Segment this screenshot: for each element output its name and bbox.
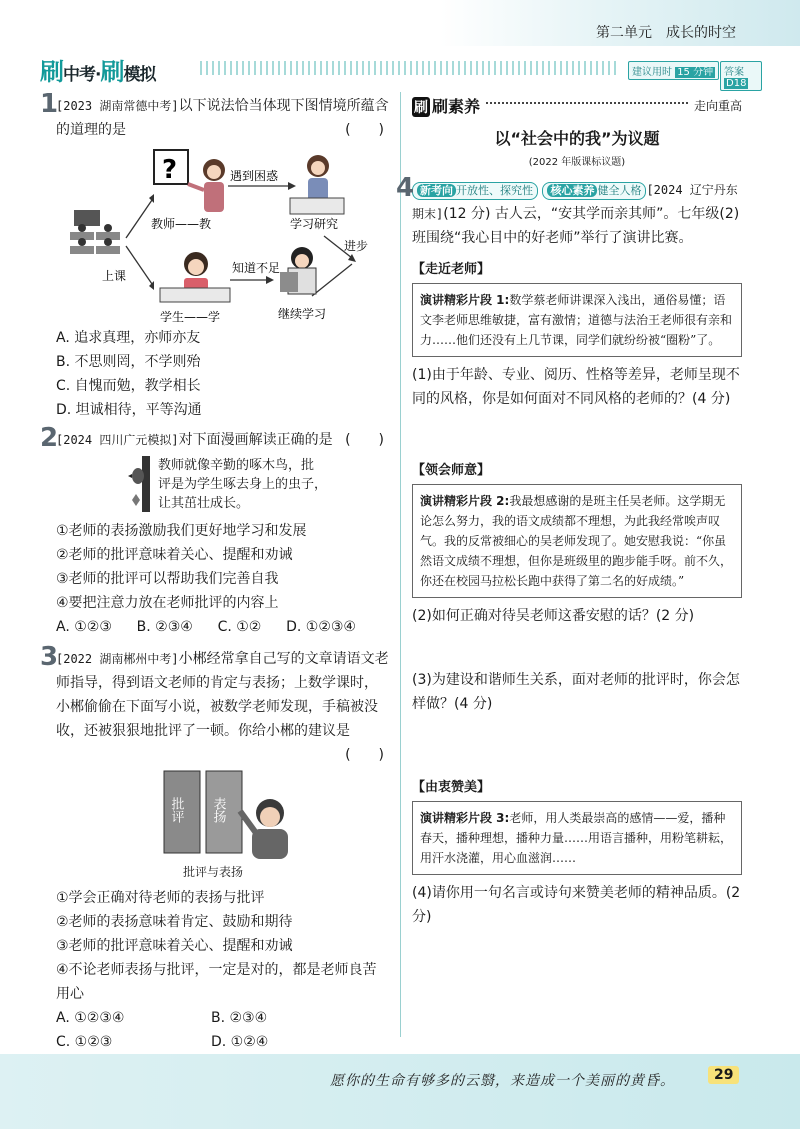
q3-options-row-1 (56, 1006, 390, 1030)
part-2-heading: 【领会师意】 (412, 463, 491, 478)
section-dots (486, 102, 688, 104)
arrow-class-student (126, 246, 152, 284)
brand-char-2: 刷 (100, 58, 124, 86)
question-2 (40, 423, 390, 453)
part-1-heading: 【走近老师】 (412, 262, 491, 277)
caption-line: 评是为学生啄去身上的虫子， (158, 477, 328, 492)
time-value: 15 分钟 (677, 67, 714, 78)
question-stem: 对下面漫画解读正确的是 (178, 432, 333, 448)
label-confusion: 遇到困惑 (230, 169, 279, 183)
statement-4: ④不论老师表扬与批评，一定是对的，都是老师良苦用心 (56, 962, 377, 1002)
question-source: [2024 辽宁丹东期末] (412, 183, 738, 221)
book-label-2: 表扬 (210, 797, 226, 823)
topic-title: 以“社会中的我”为议题 (494, 129, 660, 148)
label-research: 学习研究 (290, 217, 339, 231)
answer-paren: ( ) (345, 432, 384, 448)
excerpt-label: 演讲精彩片段 2: (420, 494, 510, 508)
option-c[interactable]: C. ①② (217, 619, 262, 635)
boy-pointing-icon (240, 799, 288, 859)
student-figure-icon (160, 252, 230, 302)
label-know-insufficient: 知道不足 (232, 261, 281, 275)
sub-question-2: (2)如何正确对待吴老师这番安慰的话？(2 分) (412, 608, 695, 624)
arrow-class-teacher (126, 200, 152, 238)
question-stem: 小郴经常拿自己写的文章请语文老师指导，得到语文老师的肯定与表扬；上数学课时，小郴偷偷在下面写小说，被数学老师发现，手稿被没收，还被狠狠地批评了一顿。你给小郴的建议是 (56, 651, 389, 739)
book-criticism-icon (164, 771, 200, 853)
question-number: 3 (40, 642, 59, 672)
brand-stripes (200, 61, 620, 75)
tag-value: 开放性、探究性 (456, 184, 533, 197)
option-d[interactable]: D. ①②④ (211, 1034, 269, 1050)
caption-line: 让其茁壮成长。 (158, 496, 250, 511)
section-title (412, 94, 480, 117)
classroom-icon (70, 210, 120, 254)
reader-figure-icon (280, 247, 316, 294)
q3-items (56, 886, 390, 1006)
option-a[interactable]: A. ①②③④ (56, 1010, 125, 1026)
option-b[interactable]: B. ②③④ (211, 1010, 268, 1026)
option-a[interactable]: A. 追求真理，亦师亦友 (56, 330, 201, 346)
statement-2: ②老师的批评意味着关心、提醒和劝诫 (56, 547, 293, 563)
right-column (396, 94, 742, 929)
arrow-head (288, 182, 296, 190)
tag-value: 健全人格 (597, 184, 642, 197)
section-header (412, 94, 742, 116)
label-student: 学生——学 (160, 310, 221, 324)
caption-line: 教师就像辛勤的啄木鸟，批 (158, 458, 315, 473)
question-source: [2023 湖南常德中考] (56, 99, 179, 113)
arrow-head (266, 276, 274, 284)
section-badge: 刷 (412, 97, 430, 117)
suggested-time-badge (628, 61, 719, 80)
woodpecker-icon (128, 456, 158, 512)
researcher-figure-icon (290, 155, 344, 214)
brand-bar (40, 52, 762, 89)
answer-badge (720, 61, 762, 91)
left-column (40, 89, 390, 1054)
excerpt-label: 演讲精彩片段 3: (420, 811, 510, 825)
tag-key: 新考向 (417, 184, 456, 197)
label-class: 上课 (102, 269, 127, 283)
statement-3: ③老师的批评意味着关心、提醒和劝诫 (56, 938, 293, 954)
q2-items (56, 519, 390, 615)
q3-figure (56, 767, 390, 863)
book-label-1: 批评 (168, 797, 184, 823)
unit-title: 第二单元 成长的时空 (596, 25, 736, 41)
brand-dot: · (95, 65, 101, 85)
question-source: [2024 四川广元模拟] (56, 433, 179, 447)
question-number: 1 (40, 89, 59, 119)
brand-char-1: 刷 (40, 58, 63, 86)
tag-core-literacy (542, 182, 646, 200)
question-source: [2022 湖南郴州中考] (56, 652, 179, 666)
label-progress: 进步 (344, 239, 369, 253)
question-number: 4 (396, 173, 415, 203)
excerpt-label: 演讲精彩片段 1: (420, 293, 510, 307)
sub-question-4: (4)请你用一句名言或诗句来赞美老师的精神品质。(2 分) (412, 885, 741, 925)
option-b[interactable]: B. 不思则罔，不学则殆 (56, 354, 201, 370)
brand-word-1: 中考 (63, 65, 95, 85)
answer-paren: ( ) (345, 747, 384, 763)
question-3 (40, 642, 390, 763)
option-c[interactable]: C. ①②③ (56, 1034, 113, 1050)
section-tail: 走向重高 (693, 98, 742, 113)
sub-question-3: (3)为建设和谐师生关系，面对老师的批评时，你会怎样做？(4 分) (412, 672, 740, 712)
question-1 (40, 89, 390, 142)
time-label: 建议用时 (632, 67, 672, 78)
speech-excerpt-1 (412, 283, 742, 357)
part-3-heading: 【由衷赞美】 (412, 780, 491, 795)
question-mark: ? (162, 155, 178, 185)
footer-band (0, 1054, 800, 1129)
sub-question-1: (1)由于年龄、专业、阅历、性格等差异，老师呈现不同的风格，你是如何面对不同风格的老师的？(4 分) (412, 367, 740, 407)
excerpt-text: 老师，用人类最崇高的感情——爱，播种春天，播种理想，播种力量……用语言播种，用粉笔耕耘，用汗水浇灌，用心血滋润…… (420, 811, 733, 865)
q1-figure (56, 146, 390, 326)
question-4 (396, 173, 742, 250)
excerpt-text: 我最想感谢的是班主任吴老师。这学期无论怎么努力，我的语文成绩都不理想，为此我经常唉声叹气。我的反常被细心的吴老师发现了。她安慰我说：“你虽然语文成绩不理想，但你是班级里的跑步能手呀。前不久，你还在校园马拉松长跑中获得了第二名的好成绩。” (420, 494, 733, 588)
option-d[interactable]: D. ①②③④ (286, 619, 356, 635)
q1-options (56, 326, 390, 422)
statement-4: ④要把注意力放在老师批评的内容上 (56, 595, 279, 611)
statement-2: ②老师的表扬意味着肯定、鼓励和期待 (56, 914, 293, 930)
question-number: 2 (40, 423, 59, 453)
teacher-figure-icon (188, 159, 225, 212)
section-title-text: 刷素养 (432, 96, 481, 116)
speech-excerpt-2 (412, 484, 742, 598)
option-b[interactable]: B. ②③④ (136, 619, 193, 635)
footer-motto: 愿你的生命有够多的云翳，来造成一个美丽的黄昏。 (330, 1073, 675, 1089)
column-divider (400, 92, 401, 1037)
question-stem: 以下说法恰当体现下图情境所蕴含的道理的是 (56, 98, 389, 138)
arrow-return (312, 264, 352, 296)
statement-3: ③老师的批评可以帮助我们完善自我 (56, 571, 279, 587)
answer-value: D18 (726, 78, 747, 89)
page-number: 29 (708, 1066, 739, 1084)
answer-paren: ( ) (345, 122, 384, 138)
figure-caption: 批评与表扬 (182, 865, 243, 879)
statement-1: ①学会正确对待老师的表扬与批评 (56, 890, 265, 906)
question-intro: (12 分) 古人云，“安其学而亲其师”。七年级(2)班围绕“我心目中的好老师”举行了演讲比赛。 (412, 206, 740, 246)
option-d[interactable]: D. 坦诚相待，平等沟通 (56, 402, 202, 418)
brand-logo (40, 52, 155, 87)
topic-subtitle: (2022 年版课标议题) (528, 157, 626, 168)
label-continue: 继续学习 (278, 307, 327, 321)
cartoon-caption (158, 456, 327, 513)
woodpecker-cartoon (128, 456, 390, 513)
tag-key: 核心素养 (547, 184, 597, 197)
q2-options (56, 615, 356, 639)
excerpt-text: 数学蔡老师讲课深入浅出，通俗易懂；语文李老师思维敏捷，富有激情；道德与法治王老师很有亲和力……他们还没有上几节课，同学们就纷纷被“圈粉”了。 (420, 293, 733, 347)
answer-label: 答案 (724, 67, 744, 78)
option-c[interactable]: C. 自愧而勉，教学相长 (56, 378, 201, 394)
brand-word-2: 模拟 (123, 65, 156, 85)
q3-options-row-2 (56, 1030, 390, 1054)
tag-new-direction (412, 182, 538, 200)
label-teacher: 教师——教 (151, 217, 212, 231)
statement-1: ①老师的表扬激励我们更好地学习和发展 (56, 523, 307, 539)
option-a[interactable]: A. ①②③ (56, 619, 112, 635)
book-praise-icon (206, 771, 242, 853)
speech-excerpt-3 (412, 801, 742, 875)
